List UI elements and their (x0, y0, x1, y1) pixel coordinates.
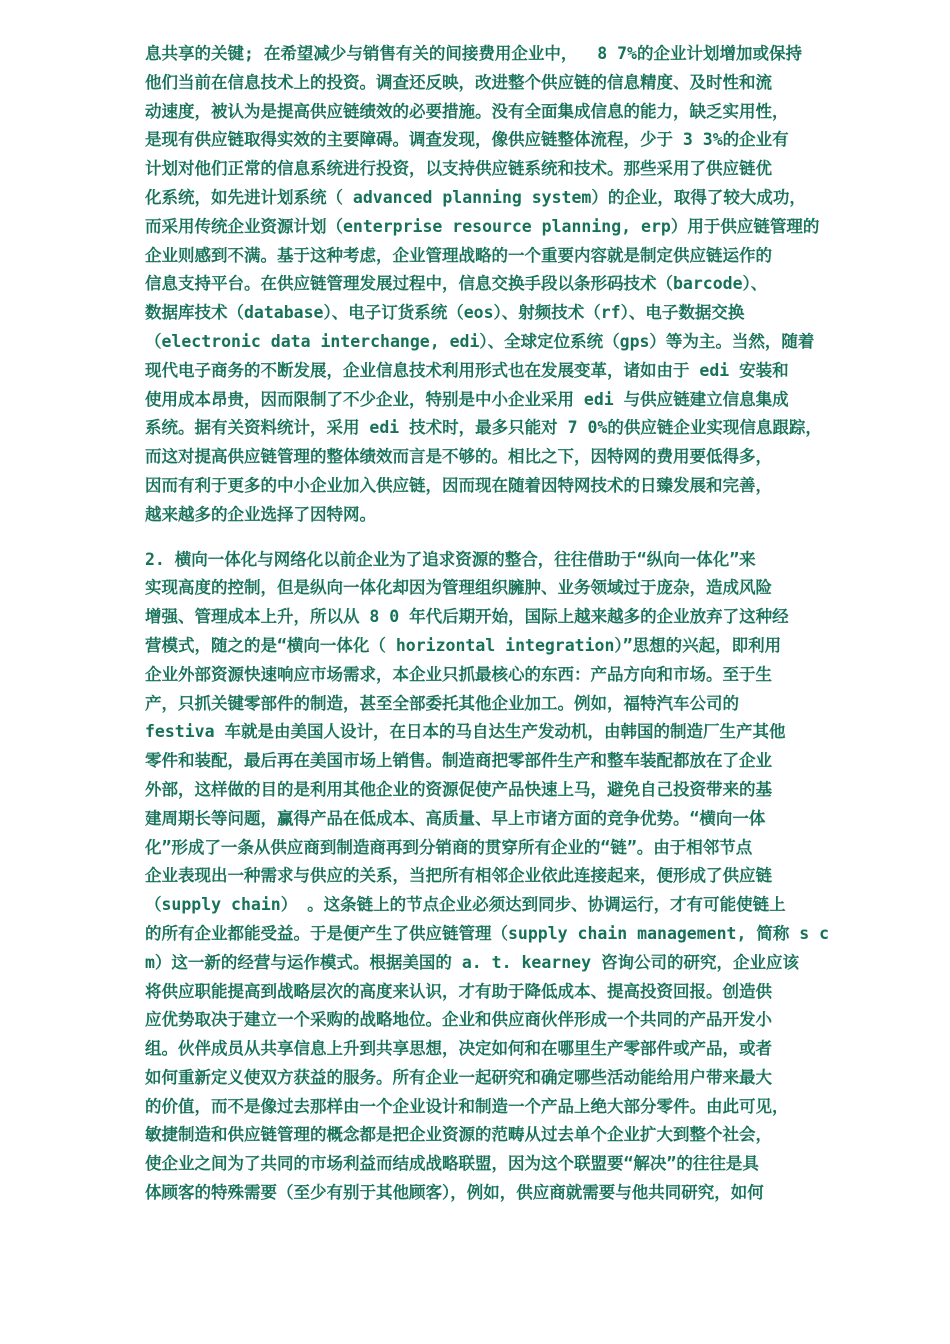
text-line: 信息支持平台。在供应链管理发展过程中，信息交换手段以条形码技术（barcode）、 (145, 274, 768, 294)
text-line: （electronic data interchange, edi）、全球定位系统（gps）等为主。当然，随着 (145, 331, 815, 351)
text-line: 建周期长等问题，赢得产品在低成本、高质量、早上市诸方面的竞争优势。“横向一体 (145, 808, 766, 828)
text-line: 使用成本昂贵，因而限制了不少企业，特别是中小企业采用 edi 与供应链建立信息集成 (145, 389, 789, 409)
text-line: 息共享的关键; 在希望减少与销售有关的间接费用企业中， 8 7%的企业计划增加或保持 (145, 44, 802, 63)
text-line: 应优势取决于建立一个采购的战略地位。企业和供应商伙伴形成一个共同的产品开发小 (145, 1010, 772, 1030)
text-line: 而采用传统企业资源计划（enterprise resource planning, erp）用于供应链管理的 (145, 216, 820, 236)
text-line: 体顾客的特殊需要（至少有别于其他顾客），例如，供应商就需要与他共同研究，如何 (145, 1183, 764, 1203)
text-line: 越来越多的企业选择了因特网。 (145, 504, 376, 524)
text-line: 零件和装配，最后再在美国市场上销售。制造商把零部件生产和整车装配都放在了企业 (145, 751, 772, 771)
text-line: 计划对他们正常的信息系统进行投资，以支持供应链系统和技术。那些采用了供应链优 (145, 159, 772, 179)
paragraph-information-sharing (145, 40, 885, 530)
text-line: 数据库技术（database）、电子订货系统（eos）、射频技术（rf）、电子数据交换 (145, 303, 745, 323)
text-line: 是现有供应链取得实效的主要障碍。调查发现，像供应链整体流程，少于 3 3%的企业有 (145, 130, 789, 150)
text-line: festiva 车就是由美国人设计，在日本的马自达生产发动机，由韩国的制造厂生产其他 (145, 722, 786, 742)
paragraph-gap (145, 530, 885, 546)
text-line: 企业表现出一种需求与供应的关系，当把所有相邻企业依此连接起来，便形成了供应链 (145, 866, 772, 886)
text-line: 外部，这样做的目的是利用其他企业的资源促使产品快速上马，避免自己投资带来的基 (145, 779, 772, 799)
text-line: 使企业之间为了共同的市场利益而结成战略联盟，因为这个联盟要“解决”的往往是具 (145, 1154, 759, 1174)
text-line: 将供应职能提高到战略层次的高度来认识，才有助于降低成本、提高投资回报。创造供 (145, 981, 772, 1001)
document-page (145, 40, 885, 1208)
text-line: 产，只抓关键零部件的制造，甚至全部委托其他企业加工。例如，福特汽车公司的 (145, 693, 739, 713)
text-line: 他们当前在信息技术上的投资。调查还反映，改进整个供应链的信息精度、及时性和流 (145, 72, 772, 92)
text-line: （supply chain） 。这条链上的节点企业必须达到同步、协调运行，才有可能使链上 (145, 895, 786, 915)
text-line: 增强、管理成本上升，所以从 8 0 年代后期开始，国际上越来越多的企业放弃了这种经 (145, 607, 789, 627)
text-line: 营模式，随之的是“横向一体化（ horizontal integration）”思想的兴起，即利用 (145, 635, 782, 655)
text-line: 而这对提高供应链管理的整体绩效而言是不够的。相比之下，因特网的费用要低得多， (145, 447, 772, 467)
text-line: 2. 横向一体化与网络化以前企业为了追求资源的整合，往往借助于“纵向一体化”来 (145, 549, 756, 569)
text-line: 系统。据有关资料统计，采用 edi 技术时，最多只能对 7 0%的供应链企业实现信息跟踪， (145, 418, 822, 438)
text-line: m）这一新的经营与运作模式。根据美国的 a. t. kearney 咨询公司的研究，企业应该 (145, 952, 799, 972)
text-line: 实现高度的控制，但是纵向一体化却因为管理组织臃肿、业务领域过于庞杂，造成风险 (145, 578, 772, 598)
text-line: 因而有利于更多的中小企业加入供应链，因而现在随着因特网技术的日臻发展和完善， (145, 475, 772, 495)
text-line: 化系统，如先进计划系统（ advanced planning system）的企业，取得了较大成功， (145, 187, 806, 207)
text-line: 如何重新定义使双方获益的服务。所有企业一起研究和确定哪些活动能给用户带来最大 (145, 1067, 772, 1087)
text-line: 的价值，而不是像过去那样由一个企业设计和制造一个产品上绝大部分零件。由此可见， (145, 1096, 789, 1116)
text-line: 企业外部资源快速响应市场需求，本企业只抓最核心的东西：产品方向和市场。至于生 (145, 664, 772, 684)
text-line: 动速度，被认为是提高供应链绩效的必要措施。没有全面集成信息的能力，缺乏实用性， (145, 101, 789, 121)
text-line: 化”形成了一条从供应商到制造商再到分销商的贯穿所有企业的“链”。由于相邻节点 (145, 837, 753, 857)
paragraph-horizontal-integration (145, 546, 885, 1208)
text-line: 组。伙伴成员从共享信息上升到共享思想，决定如何和在哪里生产零部件或产品，或者 (145, 1039, 772, 1059)
text-line: 敏捷制造和供应链管理的概念都是把企业资源的范畴从过去单个企业扩大到整个社会， (145, 1125, 772, 1145)
text-line: 现代电子商务的不断发展，企业信息技术利用形式也在发展变革，诸如由于 edi 安装和 (145, 360, 789, 380)
text-line: 企业则感到不满。基于这种考虑，企业管理战略的一个重要内容就是制定供应链运作的 (145, 245, 772, 265)
text-line: 的所有企业都能受益。于是便产生了供应链管理（supply chain management, 简称 s c (145, 923, 830, 943)
